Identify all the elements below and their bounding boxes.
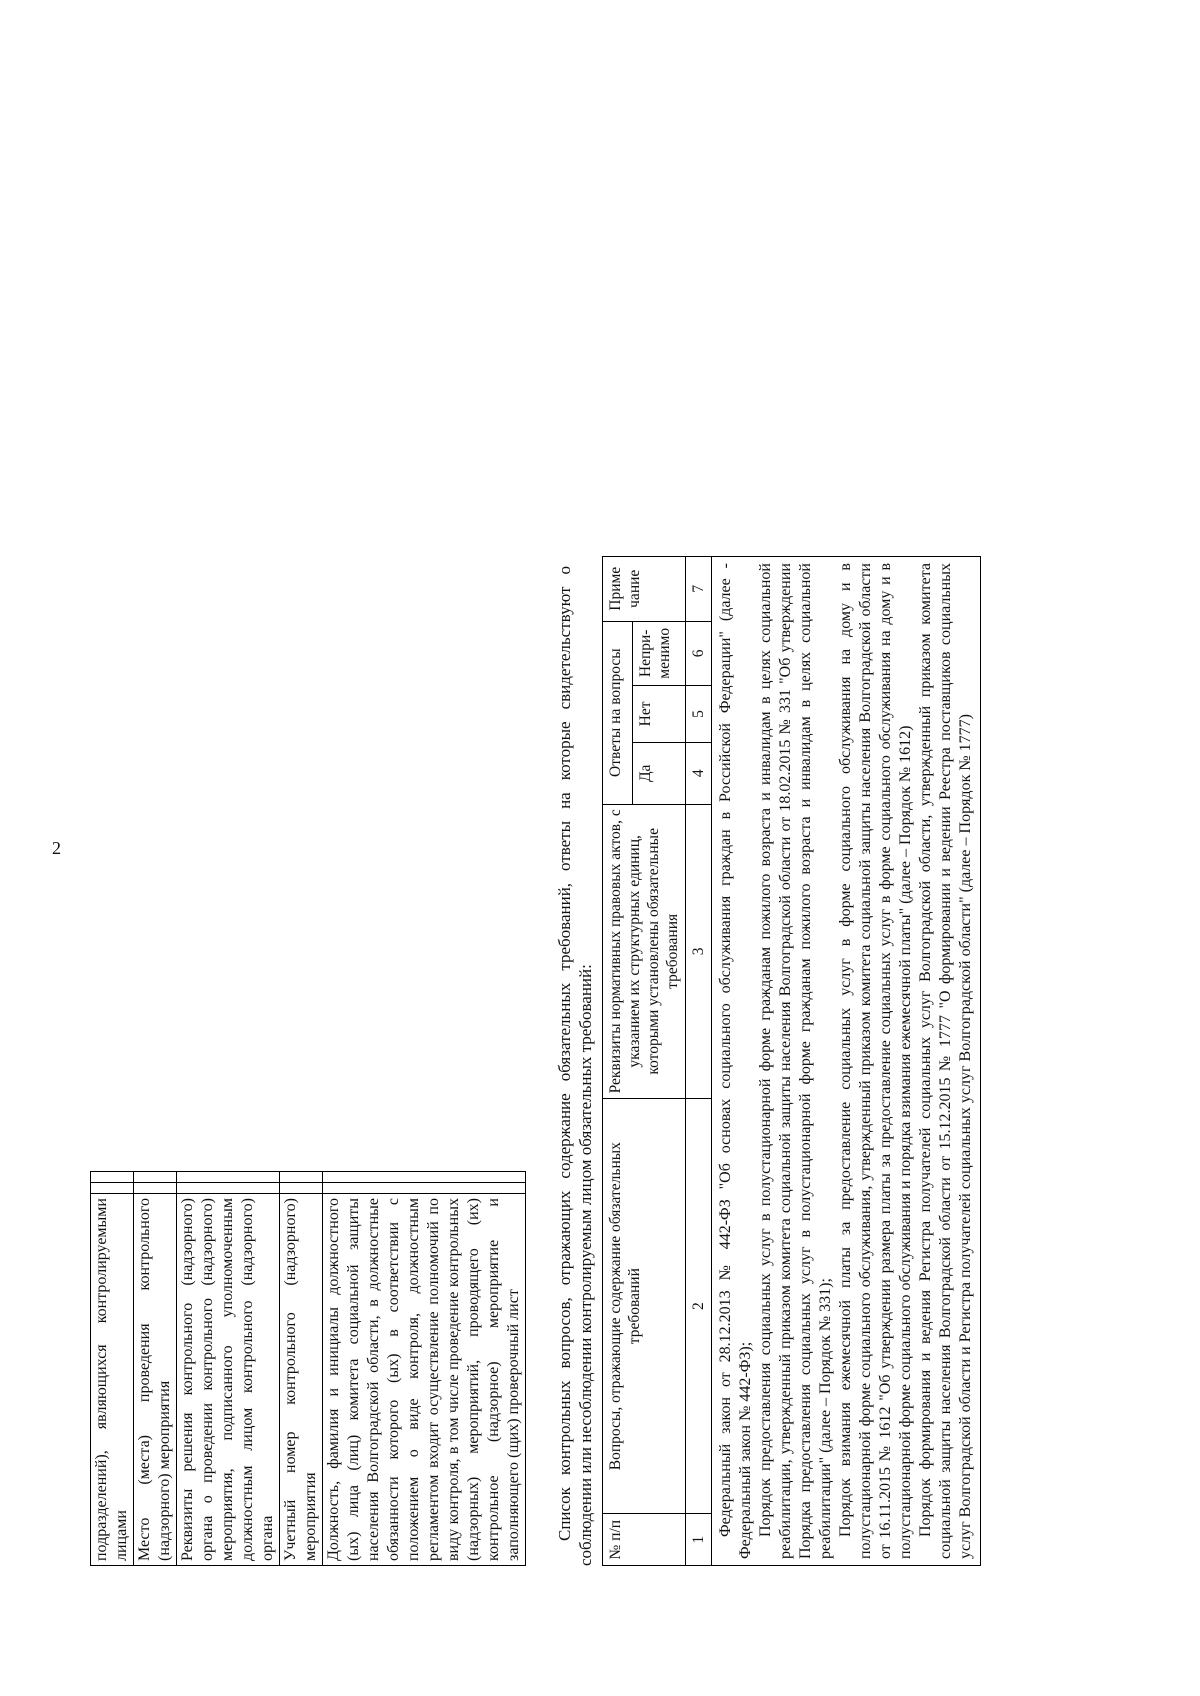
header-requisites: Реквизиты нормативных правовых актов, с указанием их структурных единиц, которыми установлены обязательные требования — [603, 804, 686, 1098]
detail-value-cell[interactable] — [134, 1172, 177, 1183]
column-number: 4 — [686, 742, 712, 804]
legal-act-paragraph: Федеральный закон от 28.12.2013 № 442-ФЗ "Об основах социального обслуживания граждан в Российской Федерации" (далее - Федеральный закон № 442-ФЗ); — [717, 563, 754, 1559]
control-questions-table — [602, 556, 981, 1566]
header-answers: Ответы на вопросы — [603, 621, 633, 804]
legal-act-paragraph: Порядок предоставления социальных услуг в полустационарной форме гражданам пожилого возраста и инвалидам в целях социальной реабилитации, утвержденный приказом комитета социальной защиты населения Волгоградской области от 18.02.2015 № 331 "Об утверждении Порядка предоставления социальных услуг в полустационарной форме гражданам пожилого возраста и инвалидам в целях социальной реабилитации" (далее – Порядок № 331); — [757, 563, 834, 1559]
table-row — [91, 1172, 134, 1566]
detail-value-cell[interactable] — [177, 1172, 280, 1183]
detail-value-cell[interactable] — [323, 1183, 526, 1194]
inspection-details-table — [90, 1171, 526, 1566]
header-yes: Да — [633, 742, 686, 804]
legal-acts-row — [712, 557, 981, 1566]
column-number: 2 — [686, 1098, 712, 1513]
table-row — [323, 1172, 526, 1566]
column-number: 1 — [686, 1514, 712, 1566]
detail-label: подразделений), являющихся контролируемыми лицами — [91, 1194, 134, 1566]
table-row — [177, 1172, 280, 1566]
table-header-row — [603, 557, 633, 1566]
detail-label: Реквизиты решения контрольного (надзорного) органа о проведении контрольного (надзорного) мероприятия, подписанного уполномоченным должностным лицом контрольного (надзорного) органа — [177, 1194, 280, 1566]
column-number: 5 — [686, 686, 712, 743]
detail-value-cell[interactable] — [177, 1183, 280, 1194]
rotated-page-content — [90, 76, 1120, 1566]
header-no: Нет — [633, 686, 686, 743]
column-number: 6 — [686, 621, 712, 686]
detail-value-cell[interactable] — [280, 1172, 323, 1183]
header-num: № п/п — [603, 1514, 686, 1566]
page-number: 2 — [52, 838, 61, 858]
column-number: 3 — [686, 804, 712, 1098]
detail-label: Должность, фамилия и инициалы должностного (ых) лица (лиц) комитета социальной защиты населения Волгоградской области, в должностные обязанности которого (ых) в соответствии с положением о виде контроля, должностным регламентом входит осуществление полномочий по виду контроля, в том числе проведение контрольных (надзорных) мероприятий, проводящего (их) контрольное (надзорное) мероприятие и заполняющего (щих) проверочный лист — [323, 1194, 526, 1566]
detail-value-cell[interactable] — [91, 1172, 134, 1183]
header-questions: Вопросы, отражающие содержание обязательных требований — [603, 1098, 686, 1513]
column-number: 7 — [686, 557, 712, 622]
detail-value-cell[interactable] — [91, 1183, 134, 1194]
legal-act-paragraph: Порядок формирования и ведения Регистра получателей социальных услуг Волгоградской области, утвержденный приказом комитета социальной защиты населения Волгоградской области от 15.12.2015 № 1777 "О формировании и ведении Реестра поставщиков социальных услуг Волгоградской области и Регистра получателей социальных услуг Волгоградской области" (далее – Порядок № 1777) — [917, 563, 974, 1559]
detail-value-cell[interactable] — [134, 1183, 177, 1194]
legal-act-paragraph: Порядок взимания ежемесячной платы за предоставление социальных услуг в форме социального обслуживания на дому и в полустационарной форме социального обслуживания, утвержденный приказом комитета социальной защиты населения Волгоградской области от 16.11.2015 № 1612 "Об утверждении размера платы за предоставление социальных услуг в форме социального обслуживания на дому и в полустационарной форме социального обслуживания и порядка взимания ежемесячной платы" (далее – Порядок № 1612) — [837, 563, 914, 1559]
column-numbers-row — [686, 557, 712, 1566]
detail-value-cell[interactable] — [323, 1172, 526, 1183]
legal-acts-cell — [712, 557, 981, 1566]
detail-label: Место (места) проведения контрольного (надзорного) мероприятия — [134, 1194, 177, 1566]
header-not-applicable: Непри-менимо — [633, 621, 686, 686]
detail-label: Учетный номер контрольного (надзорного) мероприятия — [280, 1194, 323, 1566]
detail-value-cell[interactable] — [280, 1183, 323, 1194]
table-row — [134, 1172, 177, 1566]
header-note: Приме чание — [603, 557, 686, 622]
control-questions-intro: Список контрольных вопросов, отражающих содержание обязательных требований, ответы на которые свидетельствуют о соблюдении или несоблюдении контролируемым лицом обязательных требований: — [555, 566, 595, 1566]
table-row — [280, 1172, 323, 1566]
